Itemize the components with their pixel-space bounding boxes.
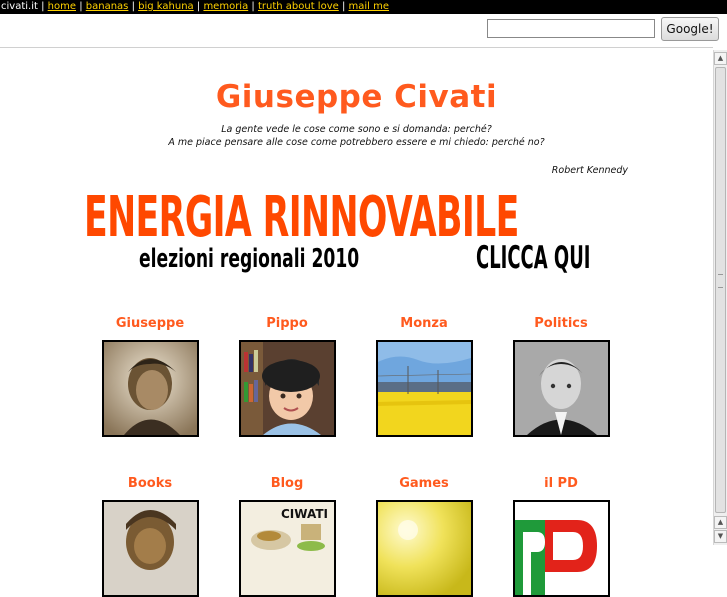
tile-pippo[interactable] xyxy=(237,316,337,437)
nav-link-home[interactable]: home xyxy=(47,1,77,12)
tile-label[interactable]: Giuseppe xyxy=(115,316,185,331)
scrollbar-grip-icon xyxy=(718,274,723,288)
tile-label[interactable]: Pippo xyxy=(266,316,308,331)
scrollbar-thumb[interactable] xyxy=(715,67,726,513)
banner-headline: ENERGIA RINNOVABILE xyxy=(84,185,519,250)
quote-author: Robert Kennedy xyxy=(551,165,628,176)
tile-label[interactable]: il PD xyxy=(544,476,578,491)
banner-subline: elezioni regionali 2010 xyxy=(139,244,360,274)
vertical-scrollbar[interactable] xyxy=(713,50,727,545)
nav-link-truth-about-love[interactable]: truth about love xyxy=(257,1,339,12)
site-name: civati.it xyxy=(1,1,38,12)
statue-photo-icon[interactable] xyxy=(102,500,199,597)
tile-politics[interactable] xyxy=(511,316,611,437)
blog-logo-caption: CIWATI xyxy=(280,507,328,521)
tile-games[interactable] xyxy=(374,476,474,597)
tile-label[interactable]: Monza xyxy=(400,316,448,331)
quote-line-1: La gente vede le cose come sono e si domanda: perché? xyxy=(221,124,492,135)
tile-label[interactable]: Politics xyxy=(534,316,588,331)
nav-link-bananas[interactable]: bananas xyxy=(85,1,129,12)
google-search-button[interactable]: Google! xyxy=(661,17,719,41)
scroll-up-arrow-icon[interactable]: ▲ xyxy=(714,516,727,529)
nav-link-mail-me[interactable]: mail me xyxy=(348,1,390,12)
energia-rinnovabile-banner[interactable] xyxy=(84,185,630,276)
portrait-photo-icon[interactable] xyxy=(102,340,199,437)
tile-giuseppe[interactable] xyxy=(100,316,200,437)
page-title: Giuseppe Civati xyxy=(215,79,498,115)
tile-books[interactable] xyxy=(100,476,200,597)
pd-logo-icon[interactable] xyxy=(513,500,610,597)
tile-blog[interactable] xyxy=(237,476,337,597)
portrait-bw-photo-icon[interactable] xyxy=(513,340,610,437)
quote-line-2: A me piace pensare alle cose come potrebbero essere e mi chiedo: perché no? xyxy=(168,137,545,148)
header-divider xyxy=(0,47,713,48)
banner-cta[interactable]: CLICCA QUI xyxy=(476,240,591,276)
top-nav-bar: civati.it | home | bananas | big kahuna | memoria | truth about love | mail me xyxy=(0,0,727,14)
tile-monza[interactable] xyxy=(374,316,474,437)
child-photo-icon[interactable] xyxy=(239,340,336,437)
bubble-photo-icon[interactable] xyxy=(376,500,473,597)
landscape-photo-icon[interactable] xyxy=(376,340,473,437)
search-input[interactable] xyxy=(487,19,655,38)
tile-label[interactable]: Books xyxy=(127,476,173,491)
tile-label[interactable]: Blog xyxy=(270,476,304,491)
tile-label[interactable]: Games xyxy=(399,476,449,491)
nav-link-memoria[interactable]: memoria xyxy=(203,1,249,12)
scroll-up-arrow-icon[interactable]: ▲ xyxy=(714,52,727,65)
blog-logo-icon[interactable] xyxy=(239,500,336,597)
nav-link-big-kahuna[interactable]: big kahuna xyxy=(138,1,194,12)
tile-il-pd[interactable] xyxy=(511,476,611,597)
scroll-down-arrow-icon[interactable]: ▼ xyxy=(714,530,727,543)
